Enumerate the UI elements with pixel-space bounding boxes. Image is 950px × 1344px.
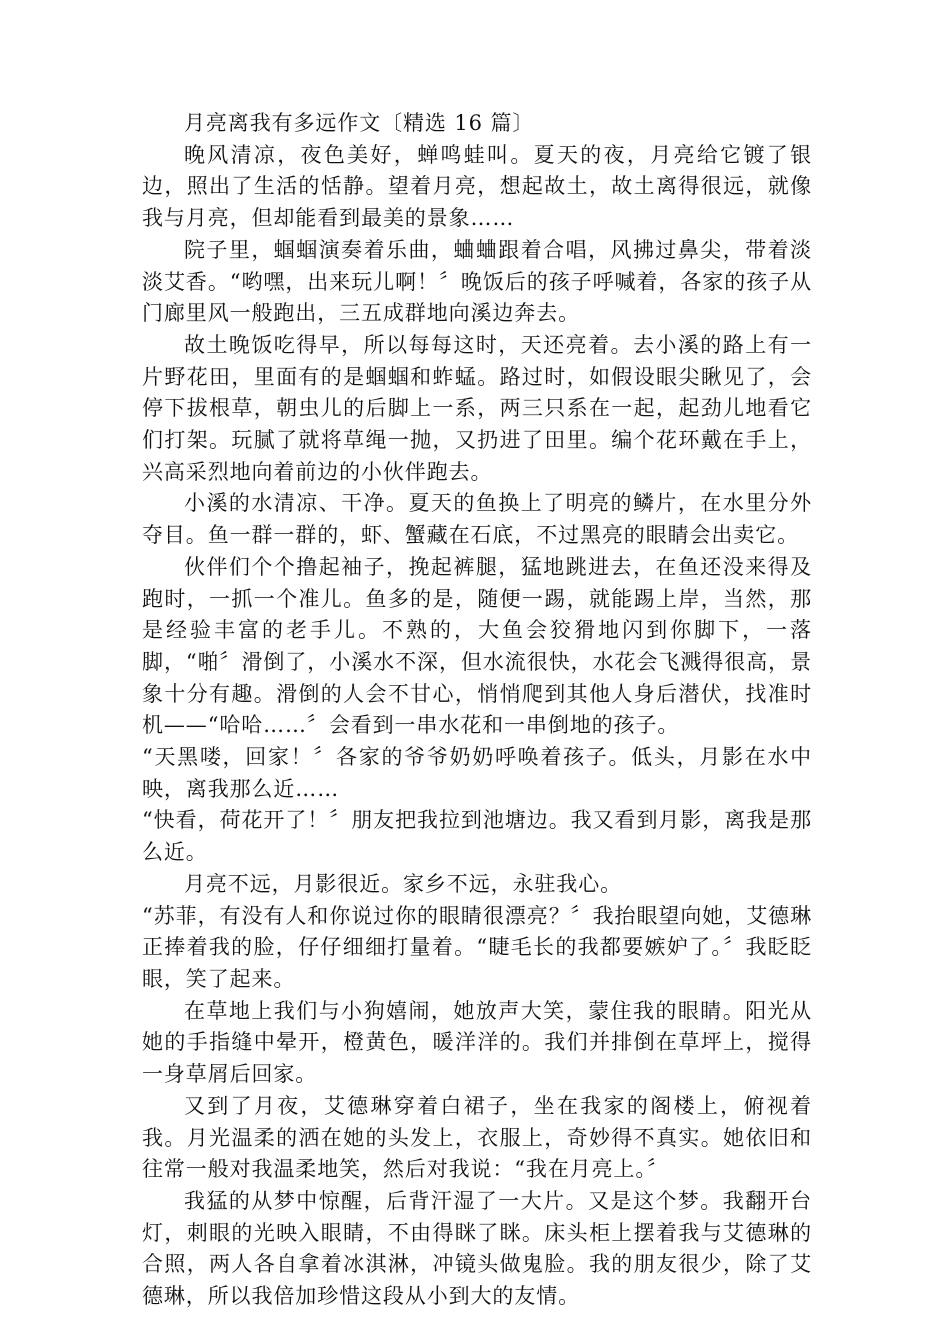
paragraph: 月亮不远，月影很近。家乡不远，永驻我心。 — [184, 871, 622, 896]
paragraph: 院子里，蝈蝈演奏着乐曲，蛐蛐跟着合唱，风拂过鼻尖，带着淡淡艾香。“哟嘿，出来玩儿啊！〞晚饭后的孩子呼喊着，各家的孩子从门廊里风一般跑出，三五成群地向溪边奔去。 — [142, 237, 812, 326]
paragraph-list — [142, 140, 812, 1313]
paragraph: 伙伴们个个撸起袖子，挽起裤腿，猛地跳进去，在鱼还没来得及跑时，一抓一个准儿。鱼多的是，随便一踢，就能踢上岸，当然，那是经验丰富的老手儿。不熟的，大鱼会狡猾地闪到你脚下，一落脚，“啪〞滑倒了，小溪水不深，但水流很快，水花会飞溅得很高，景象十分有趣。滑倒的人会不甘心，悄悄爬到其他人身后潜伏，找准时机——“哈哈……〞会看到一串水花和一串倒地的孩子。 — [142, 554, 812, 738]
paragraph: 又到了月夜，艾德琳穿着白裙子，坐在我家的阁楼上，俯视着我。月光温柔的洒在她的头发上，衣服上，奇妙得不真实。她依旧和往常一般对我温柔地笑，然后对我说：“我在月亮上。〞 — [142, 1093, 812, 1182]
paragraph: 晚风清凉，夜色美好，蝉鸣蛙叫。夏天的夜，月亮给它镀了银边，照出了生活的恬静。望着月亮，想起故土，故土离得很远，就像我与月亮，但却能看到最美的景象…… — [142, 142, 812, 231]
paragraph: 故土晚饭吃得早，所以每每这时，天还亮着。去小溪的路上有一片野花田，里面有的是蝈蝈和蚱蜢。路过时，如假设眼尖瞅见了，会停下拔根草，朝虫儿的后脚上一系，两三只系在一起，起劲儿地看它们打架。玩腻了就将草绳一抛，又扔进了田里。编个花环戴在手上，兴高采烈地向着前边的小伙伴跑去。 — [142, 332, 812, 484]
document-title: 月亮离我有多远作文〔精选 16 篇〕 — [184, 111, 535, 135]
paragraph: 我猛的从梦中惊醒，后背汗湿了一大片。又是这个梦。我翻开台灯，刺眼的光映入眼睛，不由得眯了眯。床头柜上摆着我与艾德琳的合照，两人各自拿着冰淇淋，冲镜头做鬼脸。我的朋友很少，除了艾德琳，所以我倍加珍惜这段从小到大的友情。 — [142, 1188, 812, 1309]
paragraph: “天黑喽，回家！〞各家的爷爷奶奶呼唤着孩子。低头，月影在水中映，离我那么近…… — [142, 745, 812, 801]
document-page — [142, 108, 812, 1313]
paragraph: 在草地上我们与小狗嬉闹，她放声大笑，蒙住我的眼睛。阳光从她的手指缝中晕开，橙黄色，暖洋洋的。我们并排倒在草坪上，搅得一身草屑后回家。 — [142, 998, 812, 1087]
paragraph: “苏菲，有没有人和你说过你的眼睛很漂亮？〞我抬眼望向她，艾德琳正捧着我的脸，仔仔细细打量着。“睫毛长的我都要嫉妒了。〞我眨眨眼，笑了起来。 — [142, 903, 812, 991]
paragraph: “快看，荷花开了！〞朋友把我拉到池塘边。我又看到月影，离我是那么近。 — [142, 808, 812, 865]
paragraph: 小溪的水清凉、干净。夏天的鱼换上了明亮的鳞片，在水里分外夺目。鱼一群一群的，虾、蟹藏在石底，不过黑亮的眼睛会出卖它。 — [142, 491, 812, 548]
